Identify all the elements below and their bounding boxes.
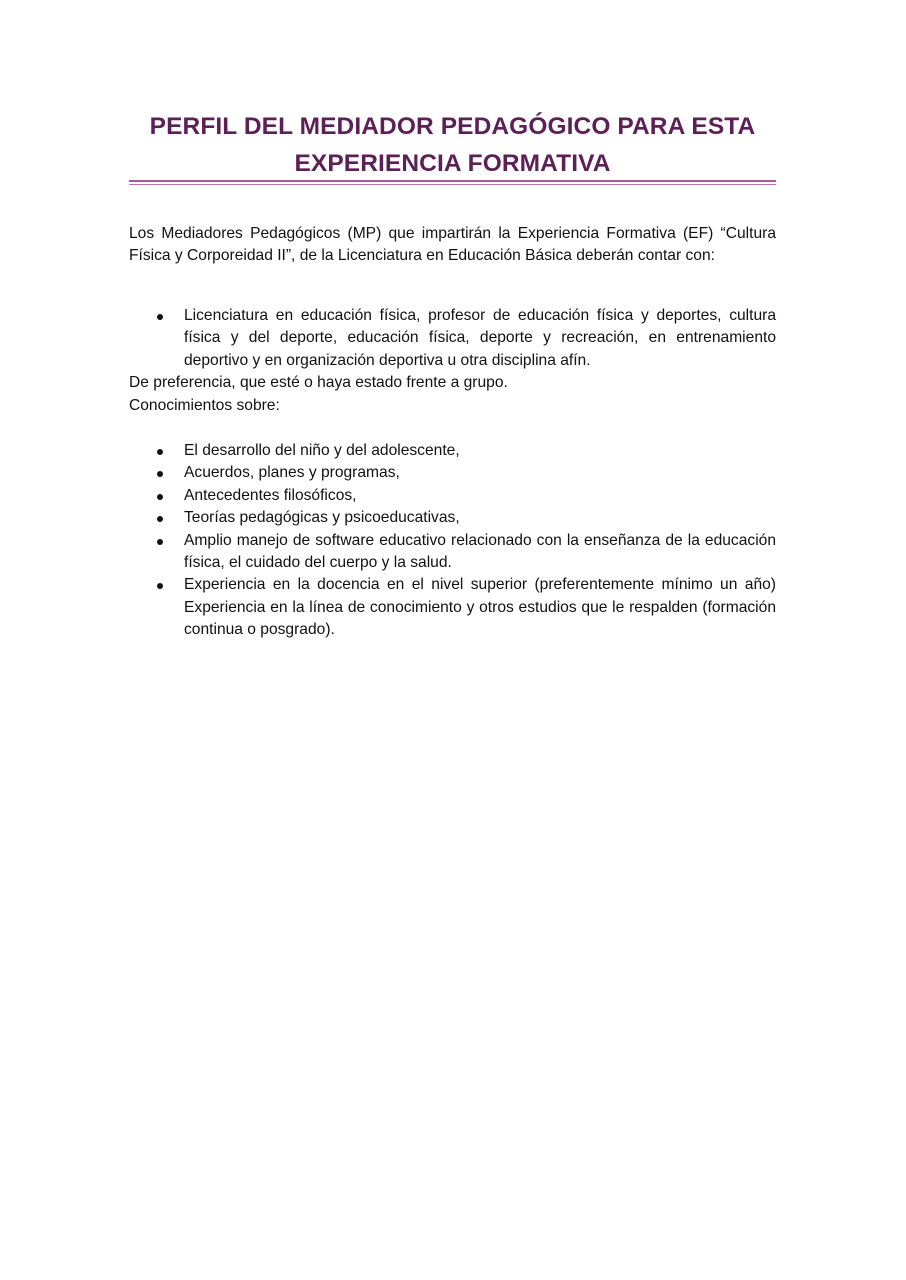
page-title xyxy=(129,108,776,182)
knowledge-heading: Conocimientos sobre: xyxy=(129,397,280,414)
bullet-icon xyxy=(157,314,163,320)
preference-text: De preferencia, que esté o haya estado frente a grupo. xyxy=(129,374,508,391)
list-item xyxy=(129,574,776,641)
knowledge-item-text: Experiencia en la docencia en el nivel superior (preferentemente mínimo un año) Experiencia en la línea de conocimiento y otros estudios que le respalden (formación continua o posgrado). xyxy=(184,576,776,639)
bullet-icon xyxy=(157,583,163,589)
bullet-icon xyxy=(157,516,163,522)
requirement-text: Licenciatura en educación física, profesor de educación física y deportes, cultura física y del deporte, educación física, deporte y recreación, en entrenamiento deportivo y en organización deportiva u otra disciplina afín. xyxy=(184,307,776,369)
title-line-2: EXPERIENCIA FORMATIVA xyxy=(294,150,611,177)
list-item xyxy=(129,440,776,462)
knowledge-item-text: Antecedentes filosóficos, xyxy=(184,486,357,504)
bullet-icon xyxy=(157,449,163,455)
knowledge-list xyxy=(129,440,776,642)
knowledge-item-text: Teorías pedagógicas y psicoeducativas, xyxy=(184,509,460,527)
bullet-icon xyxy=(157,494,163,500)
bullet-icon xyxy=(157,539,163,545)
intro-paragraph: Los Mediadores Pedagógicos (MP) que impartirán la Experiencia Formativa (EF) “Cultura Física y Corporeidad II”, de la Licenciatura en Educación Básica deberán contar con: xyxy=(129,225,776,265)
list-item xyxy=(129,305,776,372)
list-item xyxy=(129,485,776,507)
title-underline-thin xyxy=(129,184,776,185)
title-line-1: PERFIL DEL MEDIADOR PEDAGÓGICO PARA ESTA xyxy=(149,113,756,140)
title-underline-thick xyxy=(129,180,776,182)
list-item xyxy=(129,507,776,529)
list-item xyxy=(129,530,776,575)
bullet-icon xyxy=(157,471,163,477)
list-item xyxy=(129,462,776,484)
requirements-list xyxy=(129,305,776,372)
knowledge-item-text: Acuerdos, planes y programas, xyxy=(184,464,400,482)
knowledge-item-text: Amplio manejo de software educativo relacionado con la enseñanza de la educación física, el cuidado del cuerpo y la salud. xyxy=(184,531,776,572)
knowledge-item-text: El desarrollo del niño y del adolescente, xyxy=(184,442,460,459)
